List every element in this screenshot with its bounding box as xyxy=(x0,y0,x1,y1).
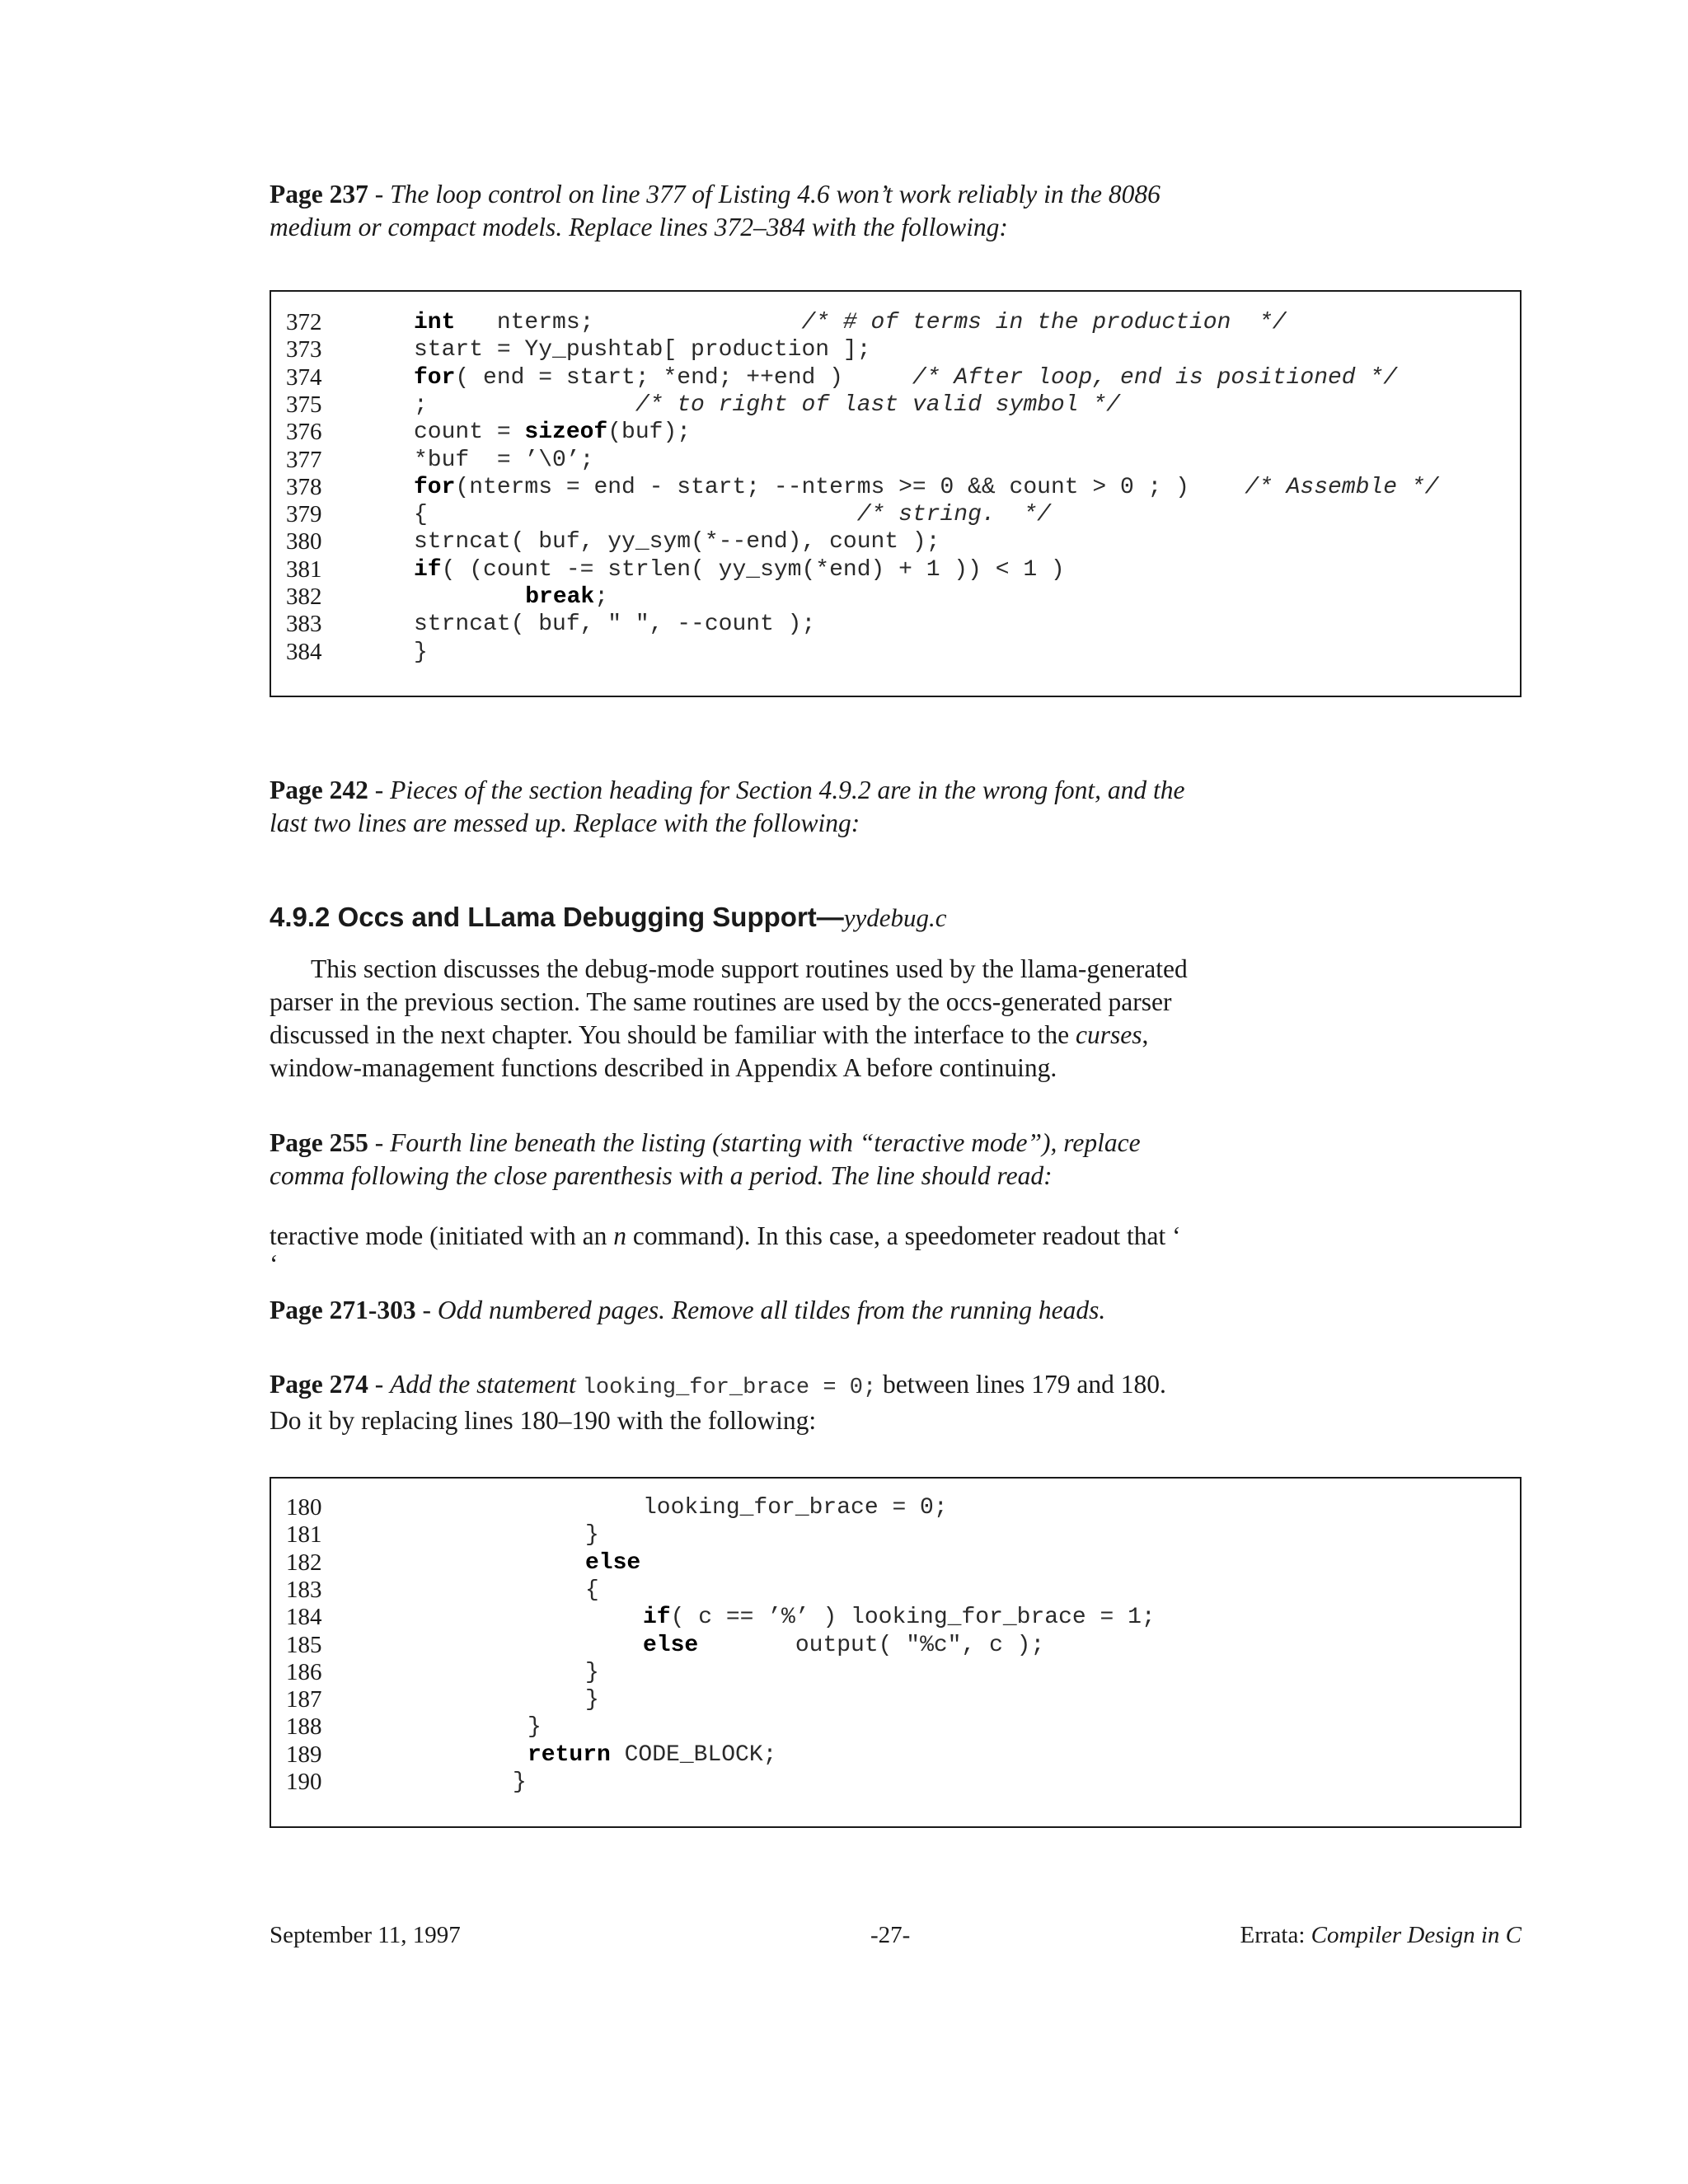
line-number: 376 xyxy=(286,419,322,446)
line-number: 188 xyxy=(286,1713,322,1741)
line-number: 379 xyxy=(286,501,322,528)
page-ref: Page 274 xyxy=(270,1370,368,1399)
line-number: 372 xyxy=(286,309,322,335)
line-number: 377 xyxy=(286,446,322,473)
code-fragment: } xyxy=(414,639,428,665)
code-fragment xyxy=(470,584,525,610)
separator: - xyxy=(368,1370,391,1399)
code-keyword: sizeof xyxy=(524,419,608,446)
body-line-1: This section discusses the debug-mode support routines used by the llama-generated xyxy=(311,954,1188,983)
code-fragment: strncat( buf, yy_sym(*--end), count ); xyxy=(414,529,940,555)
code-fragment: ; xyxy=(414,391,635,418)
code-fragment: (nterms = end - start; --nterms >= 0 && count > 0 ; ) xyxy=(455,474,1245,500)
body-curses: curses xyxy=(1076,1020,1142,1049)
footer-date: September 11, 1997 xyxy=(270,1922,461,1948)
code-keyword: if xyxy=(643,1605,671,1631)
code-listing-180-190 xyxy=(270,1477,1522,1828)
section-title: 4.9.2 Occs and LLama Debugging Support— xyxy=(270,902,844,932)
code-fragment: { xyxy=(585,1577,599,1603)
code-keyword: else xyxy=(585,1549,641,1576)
line-number: 180 xyxy=(286,1494,322,1521)
code-comment: /* After loop, end is positioned */ xyxy=(912,364,1398,391)
code-text xyxy=(414,639,428,666)
code-keyword: return xyxy=(528,1741,611,1768)
entry-description-end: between lines 179 and 180. xyxy=(876,1370,1166,1399)
body-line-2: parser in the previous section. The same routines are used by the occs-generated parser xyxy=(270,987,1172,1016)
entry-description-cont: comma following the close parenthesis with a period. The line should read: xyxy=(270,1161,1053,1190)
footer-errata-label: Errata: xyxy=(1240,1922,1311,1948)
line-number: 383 xyxy=(286,611,322,638)
page-ref: Page 237 xyxy=(270,180,368,209)
entry-page-271-303 xyxy=(270,1294,1247,1327)
line-number: 182 xyxy=(286,1549,322,1576)
code-comment: /* # of terms in the production */ xyxy=(801,310,1287,335)
code-fragment: } xyxy=(528,1714,542,1741)
code-text xyxy=(414,364,1397,391)
line-number: 189 xyxy=(286,1741,322,1768)
body-comma: , xyxy=(1142,1020,1149,1049)
code-text xyxy=(528,1741,776,1769)
page-ref: Page 242 xyxy=(270,776,368,804)
entry-description: Add the statement xyxy=(390,1370,583,1399)
code-fragment: strncat( buf, " ", --count ); xyxy=(414,612,816,638)
section-heading xyxy=(270,901,947,935)
separator: - xyxy=(368,1128,391,1157)
line-number: 378 xyxy=(286,473,322,500)
separator: - xyxy=(415,1296,438,1324)
entry-description: The loop control on line 377 of Listing 4.6 won’t work reliably in the 8086 xyxy=(390,180,1160,209)
code-text xyxy=(643,1494,948,1521)
code-text xyxy=(414,391,1120,419)
footer-book-title xyxy=(1240,1920,1522,1950)
code-keyword: else xyxy=(643,1632,699,1658)
entry-page-255 xyxy=(270,1127,1247,1193)
code-fragment: } xyxy=(585,1522,599,1549)
line-number: 183 xyxy=(286,1576,322,1603)
code-fragment: } xyxy=(513,1769,527,1795)
code-fragment: output( "%c", c ); xyxy=(698,1632,1045,1658)
code-fragment: nterms; xyxy=(455,310,802,335)
code-text xyxy=(528,1713,542,1741)
line-number: 374 xyxy=(286,363,322,391)
code-fragment: ( c == ’%’ ) looking_for_brace = 1; xyxy=(670,1605,1156,1631)
code-fragment: ; xyxy=(594,584,609,610)
body-line-4: window-management functions described in Appendix A before continuing. xyxy=(270,1053,1057,1082)
code-text xyxy=(414,611,815,638)
separator: - xyxy=(368,180,391,209)
code-text xyxy=(414,336,871,363)
inline-code: looking_for_brace = 0; xyxy=(582,1376,877,1400)
code-text xyxy=(585,1659,599,1686)
code-fragment: ( end = start; *end; ++end ) xyxy=(455,364,912,391)
code-fragment: CODE_BLOCK; xyxy=(610,1741,777,1768)
corrected-text-end: command). In this case, a speedometer readout that ‘ xyxy=(626,1221,1181,1250)
code-fragment: { xyxy=(414,502,857,528)
separator: - xyxy=(368,776,391,804)
code-fragment: *buf = ’\0’; xyxy=(414,447,594,473)
corrected-quote: ‘ xyxy=(270,1249,279,1278)
entry-description: Fourth line beneath the listing (starting with “teractive mode”), replace xyxy=(390,1128,1141,1157)
code-text xyxy=(643,1632,1044,1659)
code-text xyxy=(470,583,608,611)
entry-description: Odd numbered pages. Remove all tildes from the running heads. xyxy=(437,1296,1106,1324)
entry-description-cont: medium or compact models. Replace lines 372–384 with the following: xyxy=(270,213,1008,241)
code-text xyxy=(585,1521,599,1549)
entry-description-cont: Do it by replacing lines 180–190 with the following: xyxy=(270,1406,817,1435)
entry-page-242 xyxy=(270,774,1247,840)
code-fragment: (buf); xyxy=(607,419,692,446)
footer-book-name: Compiler Design in C xyxy=(1311,1922,1522,1948)
code-fragment: looking_for_brace = 0; xyxy=(643,1495,948,1521)
code-text xyxy=(513,1769,527,1796)
line-number: 184 xyxy=(286,1604,322,1631)
corrected-n: n xyxy=(613,1221,626,1250)
line-number: 190 xyxy=(286,1769,322,1795)
code-listing-372-384 xyxy=(270,290,1522,697)
page-ref: Page 271-303 xyxy=(270,1296,416,1324)
code-keyword: for xyxy=(414,474,456,500)
line-number: 381 xyxy=(286,555,322,583)
line-number: 382 xyxy=(286,583,322,610)
code-text xyxy=(414,474,1438,501)
code-text xyxy=(414,501,1051,528)
code-text xyxy=(414,556,1065,583)
code-comment: /* string. */ xyxy=(856,502,1051,528)
entry-page-237 xyxy=(270,178,1247,244)
code-fragment: start = Yy_pushtab[ production ]; xyxy=(414,337,871,363)
code-text xyxy=(414,309,1287,336)
code-text xyxy=(585,1686,599,1713)
footer-page-number: -27- xyxy=(870,1922,911,1948)
entry-description: Pieces of the section heading for Section 4.9.2 are in the wrong font, and the xyxy=(390,776,1185,804)
code-text xyxy=(414,419,691,446)
code-comment: /* to right of last valid symbol */ xyxy=(635,391,1120,418)
code-fragment: } xyxy=(585,1687,599,1713)
line-number: 384 xyxy=(286,638,322,665)
corrected-line xyxy=(270,1222,1247,1278)
line-number: 375 xyxy=(286,391,322,418)
code-text xyxy=(414,528,940,555)
body-line-3: discussed in the next chapter. You should be familiar with the interface to the xyxy=(270,1020,1076,1049)
code-keyword: break xyxy=(525,584,595,610)
code-fragment: count = xyxy=(414,419,525,446)
page-ref: Page 255 xyxy=(270,1128,368,1157)
code-keyword: if xyxy=(414,556,442,583)
code-text xyxy=(585,1549,640,1577)
corrected-text: teractive mode (initiated with an xyxy=(270,1221,614,1250)
code-comment: /* Assemble */ xyxy=(1245,474,1439,500)
code-text xyxy=(414,447,593,474)
code-keyword: int xyxy=(414,310,456,335)
line-number: 187 xyxy=(286,1686,322,1713)
section-body-paragraph xyxy=(270,953,1247,1085)
line-number: 186 xyxy=(286,1658,322,1685)
line-number: 185 xyxy=(286,1631,322,1658)
code-text xyxy=(643,1604,1156,1631)
code-keyword: for xyxy=(414,364,456,391)
entry-page-274 xyxy=(270,1368,1247,1437)
line-number: 181 xyxy=(286,1521,322,1549)
section-filename: yydebug.c xyxy=(843,903,947,932)
code-fragment: ( (count -= strlen( yy_sym(*end) + 1 )) < 1 ) xyxy=(441,556,1065,583)
line-number: 373 xyxy=(286,336,322,363)
line-number: 380 xyxy=(286,528,322,555)
entry-description-cont: last two lines are messed up. Replace with the following: xyxy=(270,808,860,837)
code-text xyxy=(585,1577,599,1604)
code-fragment: } xyxy=(585,1659,599,1685)
